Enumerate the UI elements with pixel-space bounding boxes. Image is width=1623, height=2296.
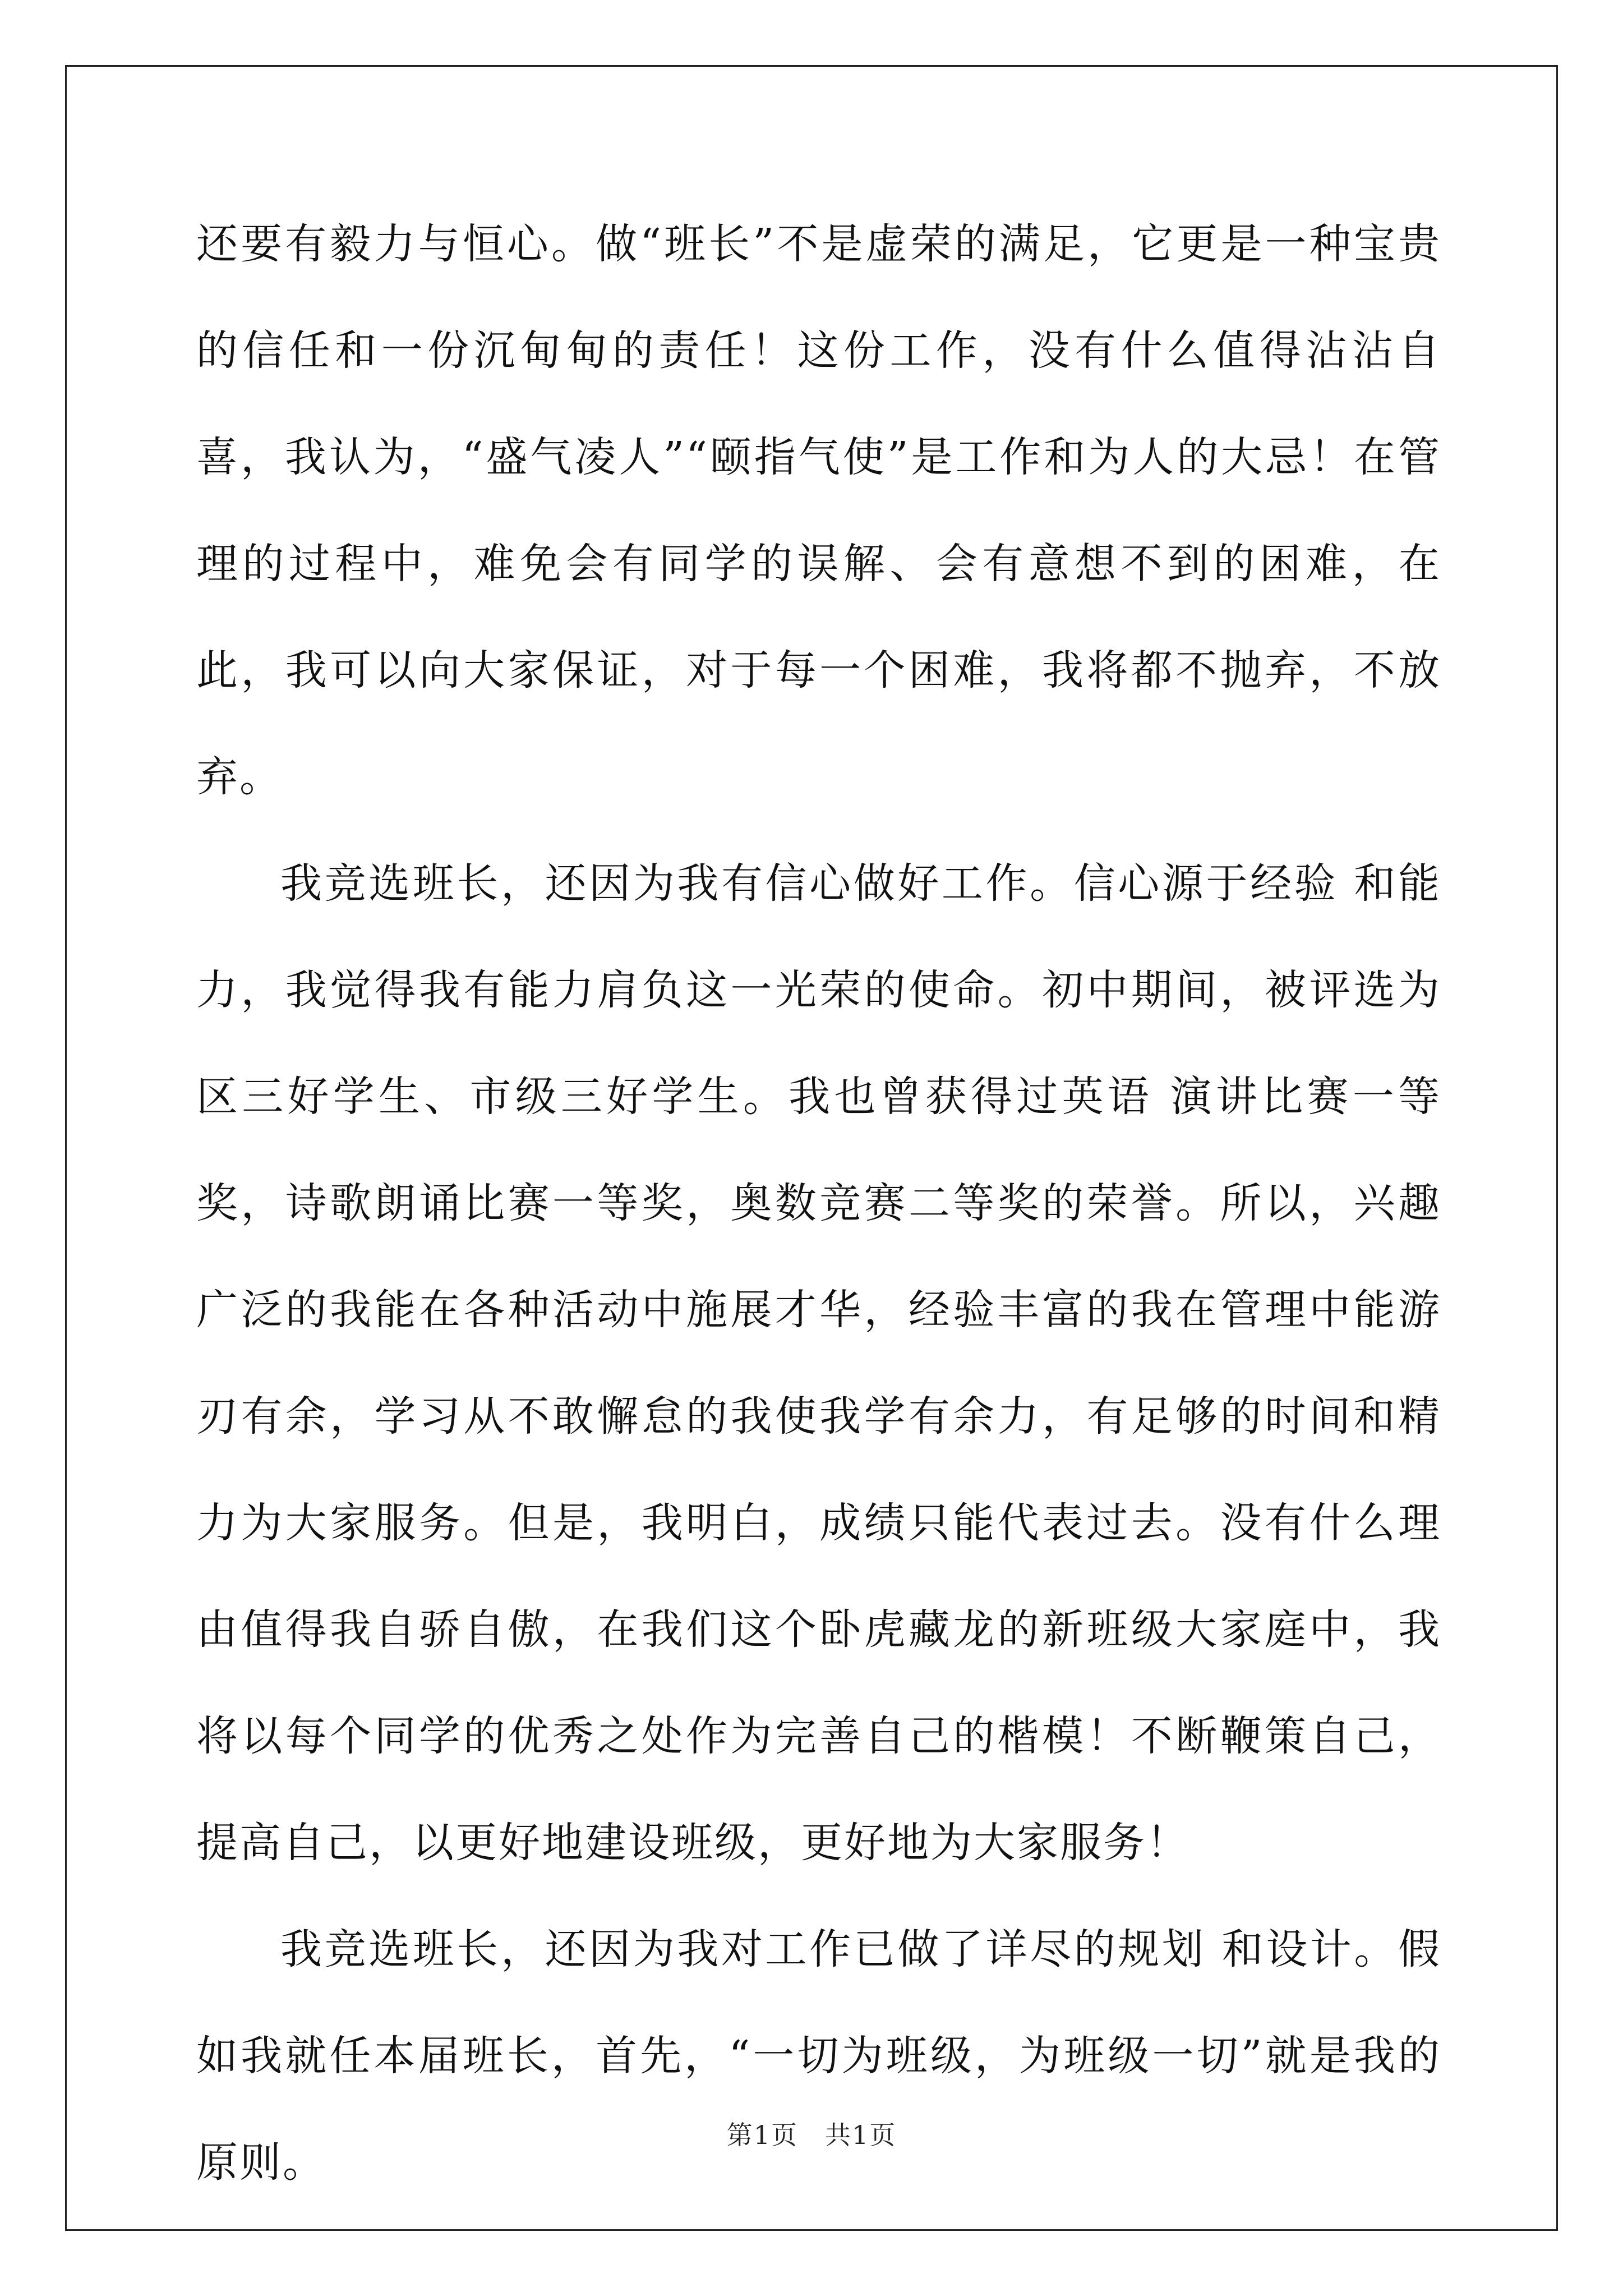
document-body: [196, 191, 1441, 2216]
paragraph-1: 还要有毅力与恒心。做“班长”不是虚荣的满足，它更是一种宝贵的信任和一份沉甸甸的责任！这份工作，没有什么值得沾沾自喜，我认为，“盛气凌人”“颐指气使”是工作和为人的大忌！在管理的过程中，难免会有同学的误解、会有意想不到的困难，在此，我可以向大家保证，对于每一个困难，我将都不抛弃，不放弃。: [196, 220, 1441, 801]
page-footer: 第1页 共1页: [726, 2120, 897, 2150]
paragraph-3: 我竞选班长，还因为我对工作已做了详尽的规划 和设计。假如我就任本届班长，首先，“一切为班级，为班级一切”就是我的原则。: [196, 1925, 1441, 2187]
paragraph-2: 我竞选班长，还因为我有信心做好工作。信心源于经验 和能力，我觉得我有能力肩负这一光荣的使命。初中期间，被评选为区三好学生、市级三好学生。我也曾获得过英语 演讲比赛一等奖，诗歌朗诵比赛一等奖，奥数竞赛二等奖的荣誉。所以，兴趣广泛的我能在各种活动中施展才华，经验丰富的我在管理中能游刃有余，学习从不敢懈怠的我使我学有余力，有足够的时间和精力为大家服务。但是，我明白，成绩只能代表过去。没有什么理由值得我自骄自傲，在我们这个卧虎藏龙的新班级大家庭中，我将以每个同学的优秀之处作为完善自己的楷模！不断鞭策自己，提高自己，以更好地建设班级，更好地为大家服务！: [196, 859, 1441, 1867]
